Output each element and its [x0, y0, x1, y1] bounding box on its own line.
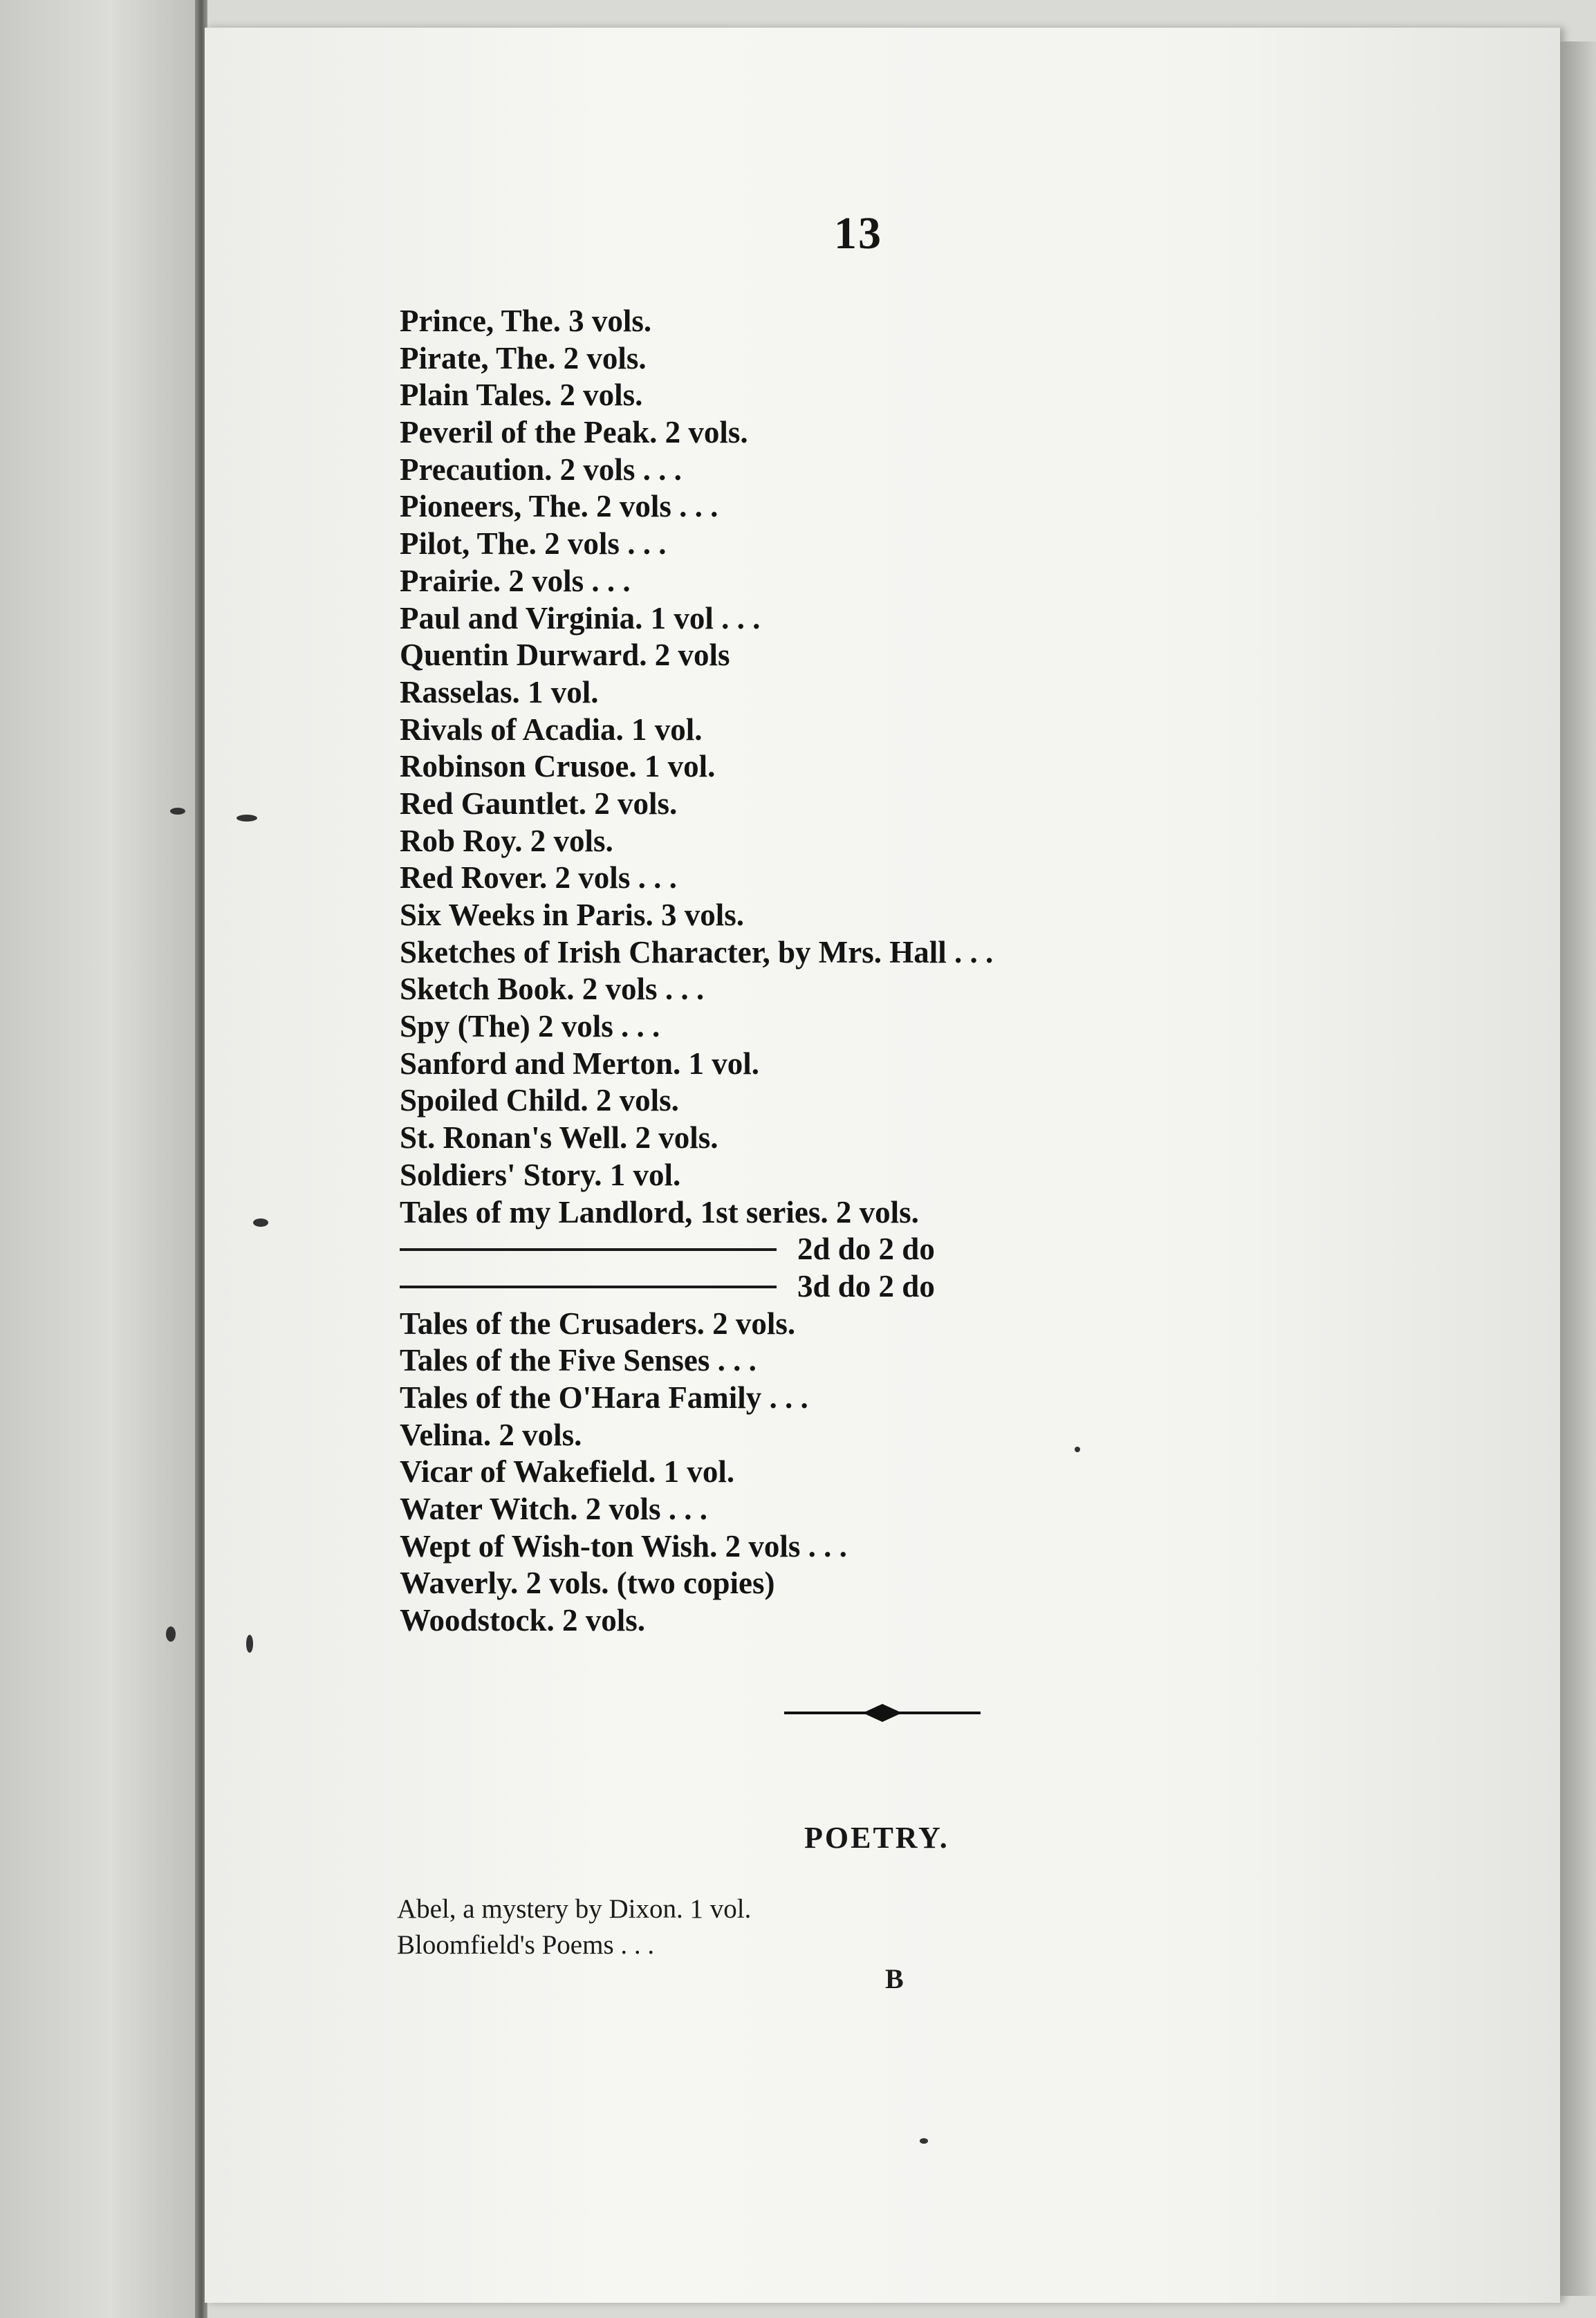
catalogue-list — [400, 303, 1368, 1640]
catalogue-entry: Pioneers, The. 2 vols . . . — [400, 489, 718, 524]
catalogue-entry: Robinson Crusoe. 1 vol. — [400, 749, 716, 784]
catalogue-entry: Spoiled Child. 2 vols. — [400, 1083, 679, 1118]
ditto-rule — [400, 1248, 777, 1251]
catalogue-entry: Tales of the O'Hara Family . . . — [400, 1380, 808, 1415]
catalogue-entry: Prince, The. 3 vols. — [400, 304, 652, 338]
catalogue-entry: Vicar of Wakefield. 1 vol. — [400, 1454, 735, 1490]
catalogue-entry: Precaution. 2 vols . . . — [400, 452, 682, 487]
ink-speck — [170, 808, 185, 815]
catalogue-entry: Plain Tales. 2 vols. — [400, 378, 643, 413]
catalogue-entry: Red Rover. 2 vols . . . — [400, 860, 677, 896]
ink-speck — [1075, 1447, 1080, 1452]
ornamental-rule — [784, 1703, 981, 1723]
continuation-entry — [400, 1231, 1368, 1268]
left-page-edge — [0, 0, 201, 2318]
catalogue-entry: Quentin Durward. 2 vols — [400, 638, 730, 673]
catalogue-entry: Sketches of Irish Character, by Mrs. Hall . . . — [400, 934, 994, 970]
catalogue-entry: Prairie. 2 vols . . . — [400, 563, 631, 598]
ink-speck — [253, 1218, 268, 1227]
catalogue-entry: Tales of my Landlord, 1st series. 2 vols. — [400, 1194, 919, 1230]
catalogue-entry: Soldiers' Story. 1 vol. — [400, 1157, 681, 1192]
catalogue-entry: Sketch Book. 2 vols . . . — [400, 972, 705, 1007]
catalogue-entry: Six Weeks in Paris. 3 vols. — [400, 898, 744, 932]
signature-mark: B — [885, 1963, 904, 1994]
catalogue-entry: Tales of the Five Senses . . . — [400, 1343, 757, 1378]
continuation-entry — [400, 1268, 1368, 1306]
ink-speck — [920, 2138, 928, 2144]
poetry-heading: POETRY. — [804, 1821, 949, 1855]
catalogue-entry: Waverly. 2 vols. (two copies) — [400, 1566, 775, 1601]
catalogue-entry: Peveril of the Peak. 2 vols. — [400, 415, 748, 450]
catalogue-entry: Rivals of Acadia. 1 vol. — [400, 712, 703, 747]
poetry-list — [397, 1891, 751, 1963]
continuation-text: 3d do 2 do — [797, 1268, 935, 1304]
catalogue-entry: Velina. 2 vols. — [400, 1417, 582, 1452]
right-page-edge — [1560, 41, 1596, 2296]
page-number: 13 — [834, 208, 882, 259]
poetry-entry: Abel, a mystery by Dixon. 1 vol. — [397, 1894, 752, 1924]
catalogue-entry: Rob Roy. 2 vols. — [400, 823, 613, 858]
ink-speck — [236, 815, 257, 822]
catalogue-entry: Spy (The) 2 vols . . . — [400, 1009, 660, 1044]
catalogue-entry: Water Witch. 2 vols . . . — [400, 1492, 708, 1526]
catalogue-entry: Rasselas. 1 vol. — [400, 674, 599, 710]
catalogue-entry: Pirate, The. 2 vols. — [400, 340, 647, 375]
catalogue-entry: Sanford and Merton. 1 vol. — [400, 1046, 760, 1081]
poetry-entry: Bloomfield's Poems . . . — [397, 1930, 655, 1960]
catalogue-entry: St. Ronan's Well. 2 vols. — [400, 1120, 718, 1156]
catalogue-entry: Tales of the Crusaders. 2 vols. — [400, 1306, 796, 1341]
continuation-text: 2d do 2 do — [797, 1232, 935, 1267]
catalogue-entry: Pilot, The. 2 vols . . . — [400, 526, 667, 562]
ditto-rule — [400, 1286, 777, 1288]
catalogue-entry: Red Gauntlet. 2 vols. — [400, 786, 678, 821]
catalogue-entry: Wept of Wish-ton Wish. 2 vols . . . — [400, 1528, 847, 1564]
catalogue-entry: Woodstock. 2 vols. — [400, 1603, 646, 1638]
ink-speck — [166, 1626, 176, 1642]
catalogue-entry: Paul and Virginia. 1 vol . . . — [400, 600, 761, 636]
ink-speck — [246, 1635, 253, 1653]
